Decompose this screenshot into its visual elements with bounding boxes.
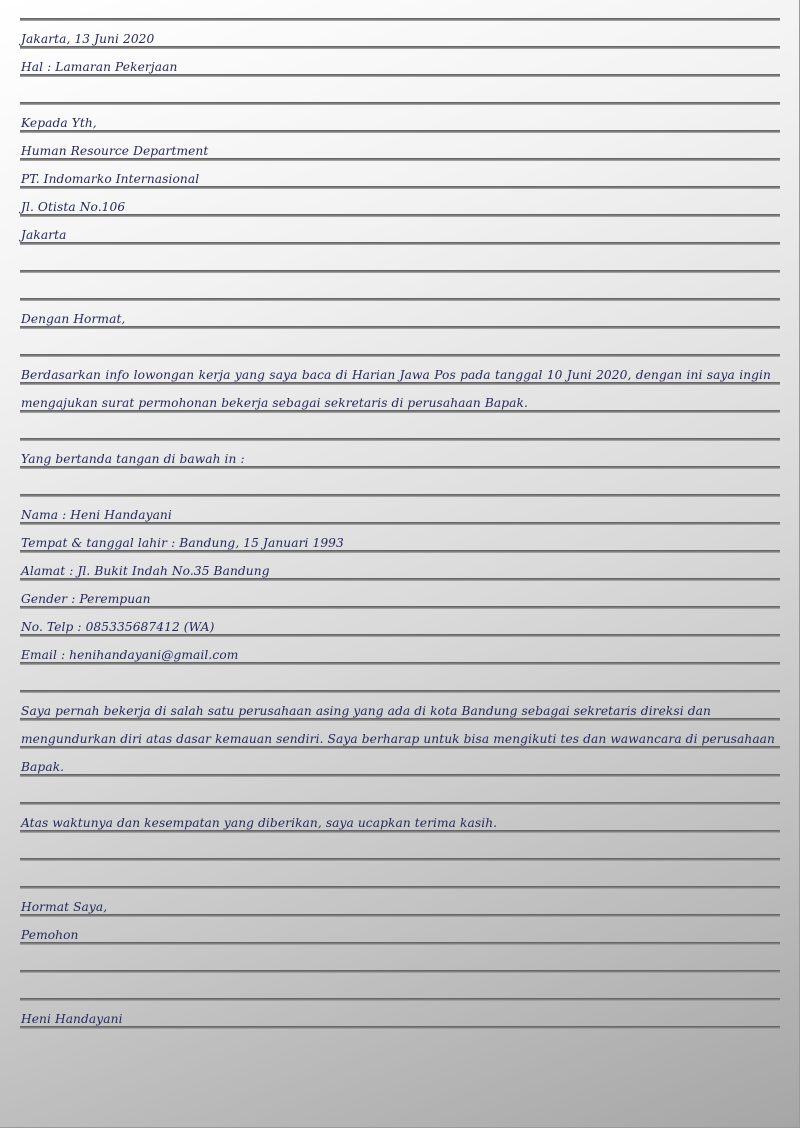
- letter-subject: Hal : Lamaran Pekerjaan: [21, 60, 178, 74]
- experience-line-3: Bapak.: [21, 760, 65, 774]
- ruled-line: [20, 690, 780, 693]
- applicant-gender: Gender : Perempuan: [21, 592, 151, 606]
- ruled-line: [20, 438, 780, 441]
- experience-line-1: Saya pernah bekerja di salah satu perusahaan asing yang ada di kota Bandung sebagai sekretaris direksi dan: [21, 704, 711, 718]
- ruled-line: [20, 354, 780, 357]
- ruled-line: [20, 270, 780, 273]
- applicant-name: Nama : Heni Handayani: [21, 508, 172, 522]
- ruled-line: [20, 886, 780, 889]
- applicant-birth: Tempat & tanggal lahir : Bandung, 15 Januari 1993: [21, 536, 344, 550]
- closing-sentence: Atas waktunya dan kesempatan yang diberikan, saya ucapkan terima kasih.: [21, 816, 498, 830]
- recipient-company: PT. Indomarko Internasional: [21, 172, 200, 186]
- ruled-line: [20, 998, 780, 1001]
- signature-name: Heni Handayani: [21, 1012, 123, 1026]
- experience-line-2: mengundurkan diri atas dasar kemauan sendiri. Saya berharap untuk bisa mengikuti tes dan wawancara di perusahaan: [21, 732, 775, 746]
- ruled-line: [20, 858, 780, 861]
- applicant-address: Alamat : Jl. Bukit Indah No.35 Bandung: [21, 564, 270, 578]
- ruled-line: [20, 102, 780, 105]
- ruled-line: [20, 298, 780, 301]
- intro-line-1: Berdasarkan info lowongan kerja yang saya baca di Harian Jawa Pos pada tanggal 10 Juni 2020, dengan ini saya ingin: [21, 368, 771, 382]
- letter-date: Jakarta, 13 Juni 2020: [21, 32, 155, 46]
- recipient-salutation: Kepada Yth,: [21, 116, 97, 130]
- regards: Hormat Saya,: [21, 900, 108, 914]
- ruled-line: [20, 18, 780, 21]
- ruled-line: [20, 494, 780, 497]
- applicant-phone: No. Telp : 085335687412 (WA): [21, 620, 215, 634]
- signed-intro: Yang bertanda tangan di bawah in :: [21, 452, 245, 466]
- recipient-street: Jl. Otista No.106: [21, 200, 126, 214]
- applicant-role: Pemohon: [21, 928, 79, 942]
- ruled-line: [20, 802, 780, 805]
- ruled-line: [20, 970, 780, 973]
- recipient-department: Human Resource Department: [21, 144, 209, 158]
- intro-line-2: mengajukan surat permohonan bekerja sebagai sekretaris di perusahaan Bapak.: [21, 396, 528, 410]
- applicant-email: Email : henihandayani@gmail.com: [21, 648, 239, 662]
- greeting: Dengan Hormat,: [21, 312, 126, 326]
- recipient-city: Jakarta: [21, 228, 67, 242]
